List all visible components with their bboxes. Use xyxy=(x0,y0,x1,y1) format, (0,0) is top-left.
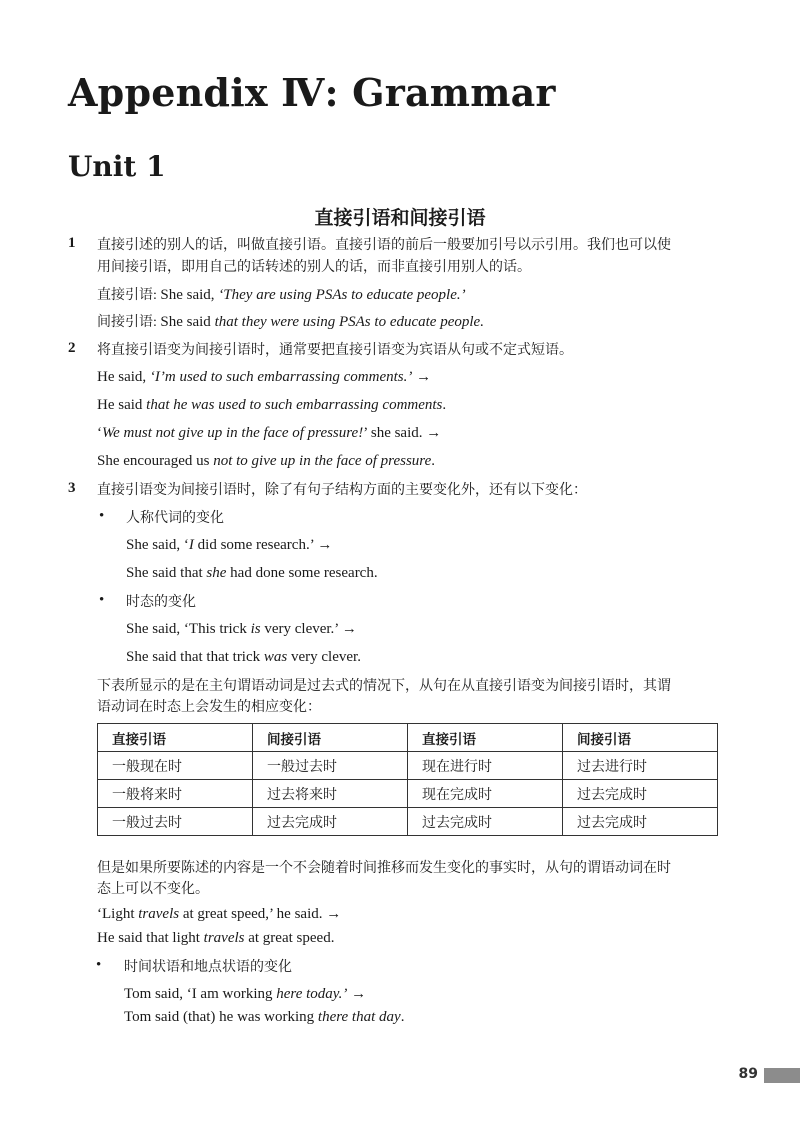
example-text: She said that that trick xyxy=(126,649,264,665)
table-cell: 过去将来时 xyxy=(253,780,408,808)
example-label: 间接引语: xyxy=(97,315,161,330)
table-cell: 现在完成时 xyxy=(408,780,563,808)
table-row xyxy=(98,808,718,836)
example-text: ’ she said. → xyxy=(363,425,442,441)
example-text: . xyxy=(442,397,447,413)
adverbial-example-2 xyxy=(124,1006,404,1028)
example-text: had done some research. xyxy=(226,565,378,581)
example-text: She said, ‘ xyxy=(126,537,189,553)
example-text: at great speed. xyxy=(244,930,335,946)
example-text: Tom said, ‘I am working xyxy=(124,986,277,1002)
example-text: very clever.’ → xyxy=(260,621,357,637)
item2-example-4 xyxy=(97,450,435,472)
example-label: 直接引语: xyxy=(97,288,161,303)
bullet-label-tense: 时态的变化 xyxy=(126,595,196,610)
example-text: → xyxy=(347,986,367,1002)
unit-heading: Unit 1 xyxy=(68,150,166,183)
table-header-cell: 直接引语 xyxy=(98,724,253,752)
item1-line1: 直接引述的别人的话，叫做直接引语。直接引语的前后一般要加引号以示引用。我们也可以使 xyxy=(97,238,671,253)
example-text: at great speed,’ he said. → xyxy=(179,906,342,922)
section-title: 直接引语和间接引语 xyxy=(314,207,486,229)
table-cell: 过去进行时 xyxy=(563,752,718,780)
item3-line1: 直接引语变为间接引语时，除了有句子结构方面的主要变化外，还有以下变化： xyxy=(97,483,587,498)
example-text: She said xyxy=(160,314,215,330)
example-text: She said that xyxy=(126,565,207,581)
page-title: Appendix Ⅳ: Grammar xyxy=(68,70,556,115)
bullet-label-pronoun: 人称代词的变化 xyxy=(126,511,224,526)
item-number-3: 3 xyxy=(68,480,76,496)
example-italic: there that day xyxy=(317,1009,401,1025)
table-cell: 一般过去时 xyxy=(98,808,253,836)
fact-note-line2: 态上可以不变化。 xyxy=(97,882,209,897)
item-number-2: 2 xyxy=(68,340,76,356)
table-cell: 一般现在时 xyxy=(98,752,253,780)
example-text: ‘ xyxy=(97,425,102,441)
pronoun-example-1 xyxy=(126,534,332,556)
example-text: very clever. xyxy=(287,649,361,665)
bullet-icon: • xyxy=(99,508,105,524)
example-italic: that they were using PSAs to educate people. xyxy=(214,314,484,330)
example-text: . xyxy=(400,1009,405,1025)
example-text: He said xyxy=(97,397,147,413)
tense-example-1 xyxy=(126,618,357,640)
example-italic: travels xyxy=(138,906,180,922)
arrow: → xyxy=(412,369,432,385)
example-text: She said, ‘This trick xyxy=(126,621,251,637)
example-italic: We must not give up in the face of pressure! xyxy=(102,425,364,441)
item2-line1: 将直接引语变为间接引语时，通常要把直接引语变为宾语从句或不定式短语。 xyxy=(97,343,573,358)
fact-example-2 xyxy=(97,927,334,949)
example-text: She said, xyxy=(160,287,219,303)
page-number-bar xyxy=(764,1068,800,1083)
table-row xyxy=(98,752,718,780)
example-text: He said, xyxy=(97,369,150,385)
fact-example-1 xyxy=(97,903,341,925)
item2-example-3 xyxy=(97,422,441,444)
tense-example-2 xyxy=(126,646,361,668)
example-text: He said that light xyxy=(97,930,204,946)
bullet-icon: • xyxy=(96,957,102,973)
item-number-1: 1 xyxy=(68,235,76,251)
item2-example-2 xyxy=(97,394,446,416)
table-header-cell: 直接引语 xyxy=(408,724,563,752)
pronoun-example-2 xyxy=(126,562,378,584)
example-text: Tom said (that) he was working xyxy=(124,1009,318,1025)
table-row xyxy=(98,780,718,808)
example-italic: she xyxy=(206,565,227,581)
example-text: ‘Light xyxy=(97,906,139,922)
example-italic: ‘They are using PSAs to educate people.’ xyxy=(218,287,466,303)
example-italic: not to give up in the face of pressure xyxy=(213,453,432,469)
table-cell: 一般过去时 xyxy=(253,752,408,780)
bullet-icon: • xyxy=(99,592,105,608)
table-header-row xyxy=(98,724,718,752)
example-italic: that he was used to such embarrassing comments xyxy=(146,397,443,413)
table-intro-line1: 下表所显示的是在主句谓语动词是过去式的情况下，从句在从直接引语变为间接引语时，其谓 xyxy=(97,679,671,694)
example-italic: is xyxy=(250,621,261,637)
table-header-cell: 间接引语 xyxy=(563,724,718,752)
example-text: . xyxy=(431,453,435,469)
adverbial-example-1 xyxy=(124,983,366,1005)
example-italic: here today.’ xyxy=(276,986,348,1002)
table-cell: 现在进行时 xyxy=(408,752,563,780)
item2-example-1 xyxy=(97,366,431,388)
table-cell: 过去完成时 xyxy=(563,780,718,808)
table-intro-line2: 语动词在时态上会发生的相应变化： xyxy=(97,700,321,715)
example-italic: I xyxy=(188,537,194,553)
table-cell: 过去完成时 xyxy=(408,808,563,836)
example-italic: was xyxy=(263,649,288,665)
tense-change-table xyxy=(97,723,718,836)
table-cell: 一般将来时 xyxy=(98,780,253,808)
example-text: did some research.’ → xyxy=(193,537,333,553)
item1-example-indirect xyxy=(97,311,484,334)
table-header-cell: 间接引语 xyxy=(253,724,408,752)
example-italic: ‘I’m used to such embarrassing comments.’ xyxy=(149,369,413,385)
table-cell: 过去完成时 xyxy=(253,808,408,836)
example-italic: travels xyxy=(203,930,245,946)
item1-line2: 用间接引语，即用自己的话转述的别人的话，而非直接引用别人的话。 xyxy=(97,260,531,275)
page-number: 89 xyxy=(738,1066,758,1082)
item1-example-direct xyxy=(97,284,466,307)
bullet-label-adverbial: 时间状语和地点状语的变化 xyxy=(124,960,292,975)
fact-note-line1: 但是如果所要陈述的内容是一个不会随着时间推移而发生变化的事实时，从句的谓语动词在时 xyxy=(97,861,671,876)
example-text: She encouraged us xyxy=(97,453,214,469)
table-cell: 过去完成时 xyxy=(563,808,718,836)
